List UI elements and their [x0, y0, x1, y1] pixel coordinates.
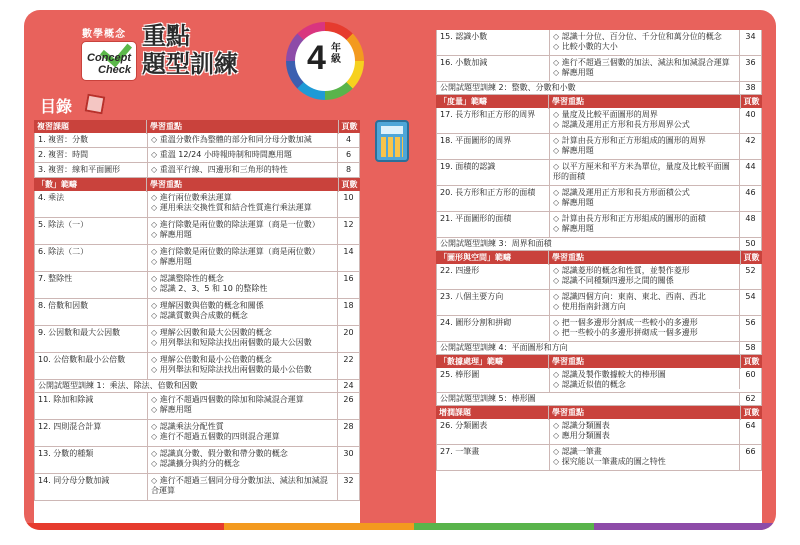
row-points: [147, 245, 337, 271]
test-page: 58: [739, 341, 761, 355]
calculator-icon: [375, 120, 409, 162]
section-header-enrichment: [436, 406, 762, 419]
learning-point: ◇ 認識真分數、假分數和帶分數的概念: [151, 449, 334, 459]
section-header-number: [34, 178, 360, 191]
logo-line2: Check: [98, 64, 132, 76]
row-page: 28: [337, 420, 359, 446]
row-page: 66: [739, 445, 761, 470]
row-page: 54: [739, 290, 761, 315]
test-page: 38: [739, 81, 761, 95]
table-row: [34, 299, 360, 326]
section-page: 頁數: [740, 95, 762, 109]
row-topic: 5. 除法（一）: [38, 220, 89, 229]
learning-point: ◇ 用列舉法和短除法找出兩個數的最大公因數: [151, 338, 334, 348]
row-page: 34: [739, 30, 761, 55]
learning-point: ◇ 用列舉法和短除法找出兩個數的最小公倍數: [151, 365, 334, 375]
row-page: 36: [739, 56, 761, 81]
row-page: 30: [337, 447, 359, 473]
row-topic: 14. 同分母分數加減: [38, 476, 110, 485]
toc-heading: [36, 94, 166, 116]
section-page: 頁數: [740, 355, 762, 369]
learning-point: ◇ 把一個多邊形分割成一些較小的多邊形: [553, 318, 736, 328]
table-row: [436, 264, 762, 290]
test-row: [436, 342, 762, 355]
row-topic: 13. 分數的種類: [38, 449, 94, 458]
row-page: 4: [337, 133, 359, 147]
table-header: [34, 120, 360, 133]
row-points: [549, 56, 739, 81]
learning-point: ◇ 把一些較小的多邊形拼砌成一個多邊形: [553, 328, 736, 338]
row-points: [147, 420, 337, 446]
test-page: 24: [337, 379, 359, 393]
learning-point: ◇ 比較小數的大小: [553, 42, 736, 52]
table-row: [34, 245, 360, 272]
learning-point: ◇ 認識乘法分配性質: [151, 422, 334, 432]
row-points: [549, 368, 739, 392]
row-topic: 9. 公因數和最大公因數: [38, 328, 121, 337]
test-label: 公開試題型訓練 5：棒形圖: [440, 394, 536, 403]
row-points: [549, 134, 739, 159]
table-row: [436, 186, 762, 212]
row-points: [147, 474, 337, 500]
logo-line1: Concept: [87, 52, 131, 64]
row-page: 8: [337, 163, 359, 177]
row-points: [549, 445, 739, 470]
table-row: [34, 393, 360, 420]
test-page: 62: [739, 392, 761, 406]
section-topic: 「數據處理」範疇: [439, 356, 503, 366]
row-points: [549, 108, 739, 133]
section-points: 學習重點: [548, 406, 740, 420]
row-topic: 1. 複習：分數: [38, 135, 89, 144]
row-topic: 3. 複習：線和平面圖形: [38, 165, 121, 174]
table-row: [436, 445, 762, 471]
row-topic: 6. 除法（二）: [38, 247, 89, 256]
row-topic: 27. 一筆畫: [440, 447, 480, 456]
test-label: 公開試題型訓練 4：平面圖形和方向: [440, 343, 568, 352]
table-row: [34, 148, 360, 163]
table-row: [436, 56, 762, 82]
learning-point: ◇ 認識十分位、百分位、千分位和萬分位的概念: [553, 32, 736, 42]
learning-point: ◇ 進行不超過三個同分母分數加法、減法和加減混合運算: [151, 476, 334, 496]
learning-point: ◇ 解應用題: [151, 405, 334, 415]
test-row: [34, 380, 360, 393]
row-points: [549, 316, 739, 341]
row-topic: 18. 平面圖形的周界: [440, 136, 512, 145]
table-row: [436, 134, 762, 160]
grade-badge-inner: [295, 31, 355, 91]
title-line2: 題型訓練: [142, 49, 238, 78]
learning-point: ◇ 計算由長方形和正方形組成的圖形的周界: [553, 136, 736, 146]
row-page: 26: [337, 393, 359, 419]
learning-point: ◇ 理解公因數和最大公因數的概念: [151, 328, 334, 338]
table-row: [34, 474, 360, 501]
row-topic: 25. 棒形圖: [440, 370, 480, 379]
row-topic: 20. 長方形和正方形的面積: [440, 188, 536, 197]
table-row: [34, 133, 360, 148]
learning-point: ◇ 進行不超過五個數的四則混合運算: [151, 432, 334, 442]
header-topic: 複習課題: [37, 121, 69, 131]
row-points: [549, 419, 739, 444]
row-page: 10: [337, 191, 359, 217]
row-topic: 2. 複習：時間: [38, 150, 89, 159]
table-row: [436, 30, 762, 56]
learning-point: ◇ 解應用題: [553, 198, 736, 208]
learning-point: ◇ 進行除數是兩位數的除法運算（商是兩位數）: [151, 247, 334, 257]
row-topic: 16. 小數加減: [440, 58, 488, 67]
row-page: 64: [739, 419, 761, 444]
row-points: [549, 212, 739, 237]
row-points: [147, 299, 337, 325]
table-row: [436, 316, 762, 342]
row-page: 6: [337, 148, 359, 162]
section-topic: 「數」範疇: [37, 179, 77, 189]
learning-point: ◇ 重溫 12/24 小時報時制和時間應用題: [151, 150, 334, 160]
table-row: [34, 191, 360, 218]
table-row: [34, 272, 360, 299]
learning-point: ◇ 認識不同種類四邊形之間的關係: [553, 276, 736, 286]
table-row: [34, 353, 360, 380]
test-page: 50: [739, 237, 761, 251]
row-page: 20: [337, 326, 359, 352]
row-page: 56: [739, 316, 761, 341]
header-points: 學習重點: [146, 120, 338, 134]
learning-point: ◇ 重溫分數作為整體的部分和同分母分數加減: [151, 135, 334, 145]
test-label: 公開試題型訓練 2：整數、分數和小數: [440, 83, 576, 92]
learning-point: ◇ 解應用題: [553, 68, 736, 78]
table-row: [436, 160, 762, 186]
learning-point: ◇ 認識及運用正方形和長方形周界公式: [553, 120, 736, 130]
row-topic: 12. 四則混合計算: [38, 422, 102, 431]
test-label: 公開試題型訓練 3：周界和面積: [440, 239, 552, 248]
section-header-data: [436, 355, 762, 368]
row-topic: 22. 四邊形: [440, 266, 480, 275]
table-row: [34, 420, 360, 447]
row-points: [147, 163, 337, 177]
section-header-measure: [436, 95, 762, 108]
learning-point: ◇ 認識及製作數據較大的棒形圖: [553, 370, 736, 380]
row-topic: 11. 除加和除減: [38, 395, 94, 404]
row-page: 46: [739, 186, 761, 211]
test-label: 公開試題型訓練 1：乘法、除法、倍數和因數: [38, 381, 198, 390]
section-points: 學習重點: [548, 95, 740, 109]
table-row: [34, 326, 360, 353]
brand-small-text: 數學概念: [82, 29, 126, 40]
grade-suffix: 年級: [331, 43, 341, 65]
learning-point: ◇ 運用乘法交換性質和結合性質進行乘法運算: [151, 203, 334, 213]
section-topic: 「圖形與空間」範疇: [439, 252, 511, 262]
row-page: 18: [337, 299, 359, 325]
toc-label: 目錄: [40, 97, 73, 116]
row-page: 32: [337, 474, 359, 500]
grade-badge: [286, 22, 364, 100]
learning-point: ◇ 進行不超過四個數的除加和除減混合運算: [151, 395, 334, 405]
learning-point: ◇ 認識整除性的概念: [151, 274, 334, 284]
row-points: [147, 272, 337, 298]
learning-point: ◇ 認識擴分與約分的概念: [151, 459, 334, 469]
learning-point: ◇ 認識 2、3、5 和 10 的整除性: [151, 284, 334, 294]
learning-point: ◇ 解應用題: [151, 257, 334, 267]
section-points: 學習重點: [548, 251, 740, 265]
table-row: [436, 419, 762, 445]
table-row: [34, 163, 360, 178]
row-topic: 26. 分類圖表: [440, 421, 488, 430]
row-points: [147, 133, 337, 147]
row-page: 16: [337, 272, 359, 298]
row-points: [147, 191, 337, 217]
row-topic: 7. 整除性: [38, 274, 73, 283]
row-topic: 10. 公倍數和最小公倍數: [38, 355, 126, 364]
learning-point: ◇ 應用分類圖表: [553, 431, 736, 441]
row-page: 44: [739, 160, 761, 185]
row-page: 14: [337, 245, 359, 271]
table-row: [34, 447, 360, 474]
row-topic: 15. 認識小數: [440, 32, 488, 41]
learning-point: ◇ 重溫平行線、四邊形和三角形的特性: [151, 165, 334, 175]
row-page: 48: [739, 212, 761, 237]
table-row: [436, 290, 762, 316]
learning-point: ◇ 解應用題: [553, 146, 736, 156]
learning-point: ◇ 解應用題: [553, 224, 736, 234]
row-points: [549, 264, 739, 289]
section-page: 頁數: [740, 406, 762, 420]
row-points: [147, 447, 337, 473]
row-points: [549, 290, 739, 315]
row-points: [147, 326, 337, 352]
page-title: [142, 22, 238, 78]
table-row: [436, 212, 762, 238]
learning-point: ◇ 量度及比較平面圖形的周界: [553, 110, 736, 120]
learning-point: ◇ 計算由長方形和正方形組成的圖形的面積: [553, 214, 736, 224]
section-topic: 「度量」範疇: [439, 96, 487, 106]
row-points: [147, 218, 337, 244]
header-page: 頁數: [338, 120, 360, 134]
learning-point: ◇ 使用指南針測方向: [553, 302, 736, 312]
row-page: 40: [739, 108, 761, 133]
learning-point: ◇ 認識質數與合成數的概念: [151, 311, 334, 321]
cube-icon: [85, 94, 106, 115]
row-topic: 4. 乘法: [38, 193, 65, 202]
left-table: [34, 120, 360, 526]
section-header-shape: [436, 251, 762, 264]
row-points: [147, 393, 337, 419]
row-page: 60: [739, 368, 761, 389]
learning-point: ◇ 解應用題: [151, 230, 334, 240]
toc-page: [24, 10, 776, 530]
test-row: [436, 393, 762, 406]
right-table: [436, 30, 762, 526]
section-topic: 增潤課題: [439, 407, 471, 417]
row-page: 52: [739, 264, 761, 289]
row-points: [147, 353, 337, 379]
learning-point: ◇ 進行不超過三個數的加法、減法和加減混合運算: [553, 58, 736, 68]
test-row: [436, 238, 762, 251]
row-topic: 17. 長方形和正方形的周界: [440, 110, 536, 119]
learning-point: ◇ 進行除數是兩位數的除法運算（商是一位數）: [151, 220, 334, 230]
section-page: 頁數: [740, 251, 762, 265]
row-points: [549, 186, 739, 211]
row-page: 22: [337, 353, 359, 379]
section-points: 學習重點: [548, 355, 740, 369]
row-page: 12: [337, 218, 359, 244]
learning-point: ◇ 探究能以一筆畫成的圖之特性: [553, 457, 736, 467]
row-points: [147, 148, 337, 162]
title-line1: 重點: [142, 21, 190, 50]
learning-point: ◇ 認識四個方向：東南、東北、西南、西北: [553, 292, 736, 302]
learning-point: ◇ 理解因數與倍數的概念和關係: [151, 301, 334, 311]
row-page: 42: [739, 134, 761, 159]
row-topic: 8. 倍數和因數: [38, 301, 89, 310]
table-row: [436, 368, 762, 393]
learning-point: ◇ 認識分類圖表: [553, 421, 736, 431]
row-topic: 23. 八個主要方向: [440, 292, 504, 301]
row-points: [549, 160, 739, 185]
learning-point: ◇ 認識及運用正方形和長方形面積公式: [553, 188, 736, 198]
section-page: 頁數: [338, 178, 360, 192]
section-points: 學習重點: [146, 178, 338, 192]
learning-point: ◇ 認識近似值的概念: [553, 380, 736, 390]
row-topic: 19. 面積的認識: [440, 162, 496, 171]
row-topic: 24. 圖形分割和拼砌: [440, 318, 512, 327]
grade-number: 4: [307, 39, 326, 77]
learning-point: ◇ 認識菱形的概念和性質，並製作菱形: [553, 266, 736, 276]
learning-point: ◇ 進行兩位數乘法運算: [151, 193, 334, 203]
row-topic: 21. 平面圖形的面積: [440, 214, 512, 223]
learning-point: ◇ 以平方厘米和平方米為單位，量度及比較平面圖形的面積: [553, 162, 736, 182]
concept-check-logo: [82, 42, 136, 80]
row-points: [549, 30, 739, 55]
learning-point: ◇ 認識一筆畫: [553, 447, 736, 457]
table-row: [34, 218, 360, 245]
learning-point: ◇ 理解公倍數和最小公倍數的概念: [151, 355, 334, 365]
test-row: [436, 82, 762, 95]
table-row: [436, 108, 762, 134]
